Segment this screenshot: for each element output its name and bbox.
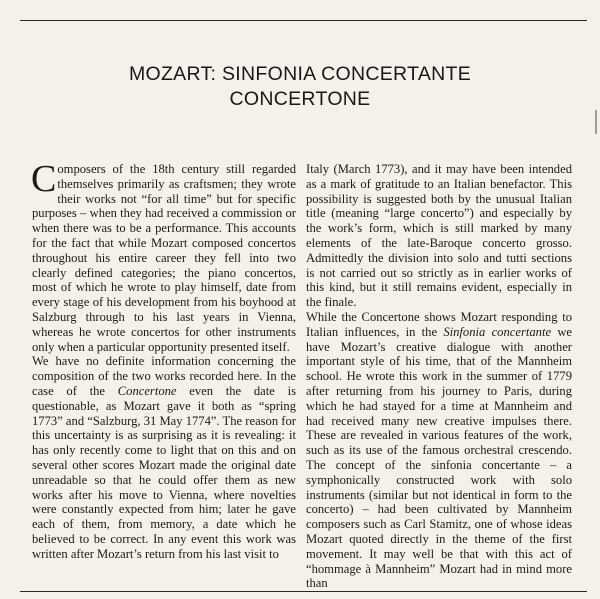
page-title [0,62,600,112]
right-paragraph-2-end: we have Mozart’s creative dialogue with another important style of his time, that of the Mannheim school. He wrote this work in the summer of 1779 after returning from his journey to Paris, during which he had stayed for a time at Mannheim and had received many new creative impulses there. These are revealed in various features of the work, such as its use of the famous orchestral crescendo. The concept of the sinfonia concertante – a symphonically constructed work with solo instruments (similar but not identical in form to the concerto) – had been cultivated by Mannheim composers such as Carl Stamitz, one of whose ideas Mozart quoted directly in the theme of the first movement. It may well be that with this act of “hommage à Mannheim” Mozart had in mind more than [306,324,573,591]
title-line-1: MOZART: SINFONIA CONCERTANTE [128,63,472,85]
left-paragraph-1 [31,158,296,354]
top-rule [20,20,587,21]
left-paragraph-2-end: even the date is questionable, as Mozart gave it both as “spring 1773” and “Salzburg, 31 May 1774”. The reason for this uncertainty is as surprising as it is revealing: it has only recently come to light that on this and on several other scores Mozart made the original date unreadable so that he could offer them as new works after his move to Vienna, where novelties were constantly expected from him; later he gave each of them, from memory, a date which he believed to be correct. In any event this work was written after Mozart’s return from his last visit to [32,383,296,561]
right-paragraph-2-start: While the Concertone shows Mozart responding to Italian influences, in the [306,309,572,339]
left-paragraph-2-start: We have no definite information concerning the composition of the two works recorded here. In the case of the [32,354,296,398]
drop-cap: C [31,158,57,200]
right-column [306,162,572,591]
title-line-2: CONCERTONE [229,88,371,110]
left-paragraph-2-italic: Concertone [117,383,177,398]
bottom-rule [20,591,587,592]
left-paragraph-1-text: omposers of the 18th century still regarded themselves primarily as craftsmen; they wrote their works not “for all time” but for specific purposes – when they had received a commission or when there was to be a performance. This accounts for the fact that while Mozart composed concertos throughout his entire career they fell into two clearly defined categories; the piano concertos, most of which he wrote to play himself, date from every stage of his development from his boyhood at Salzburg through to his last years in Vienna, whereas he wrote concertos for other instruments only when a particular opportunity presented itself. [32,162,296,354]
left-paragraph-2 [32,354,296,561]
right-paragraph-2-italic: Sinfonia concertante [443,324,552,339]
edge-mark [595,110,597,134]
left-column [31,158,296,562]
right-paragraph-2 [306,310,572,591]
right-paragraph-1: Italy (March 1773), and it may have been intended as a mark of gratitude to an Italian benefactor. This possibility is suggested both by the unusual Italian title (meaning “large concerto”) and especially by the work’s form, which is still marked by many elements of the late-Baroque concerto grosso. Admittedly the division into solo and tutti sections is not carried out so strictly as in earlier works of this kind, but it still remains evident, especially in the finale. [306,162,572,310]
